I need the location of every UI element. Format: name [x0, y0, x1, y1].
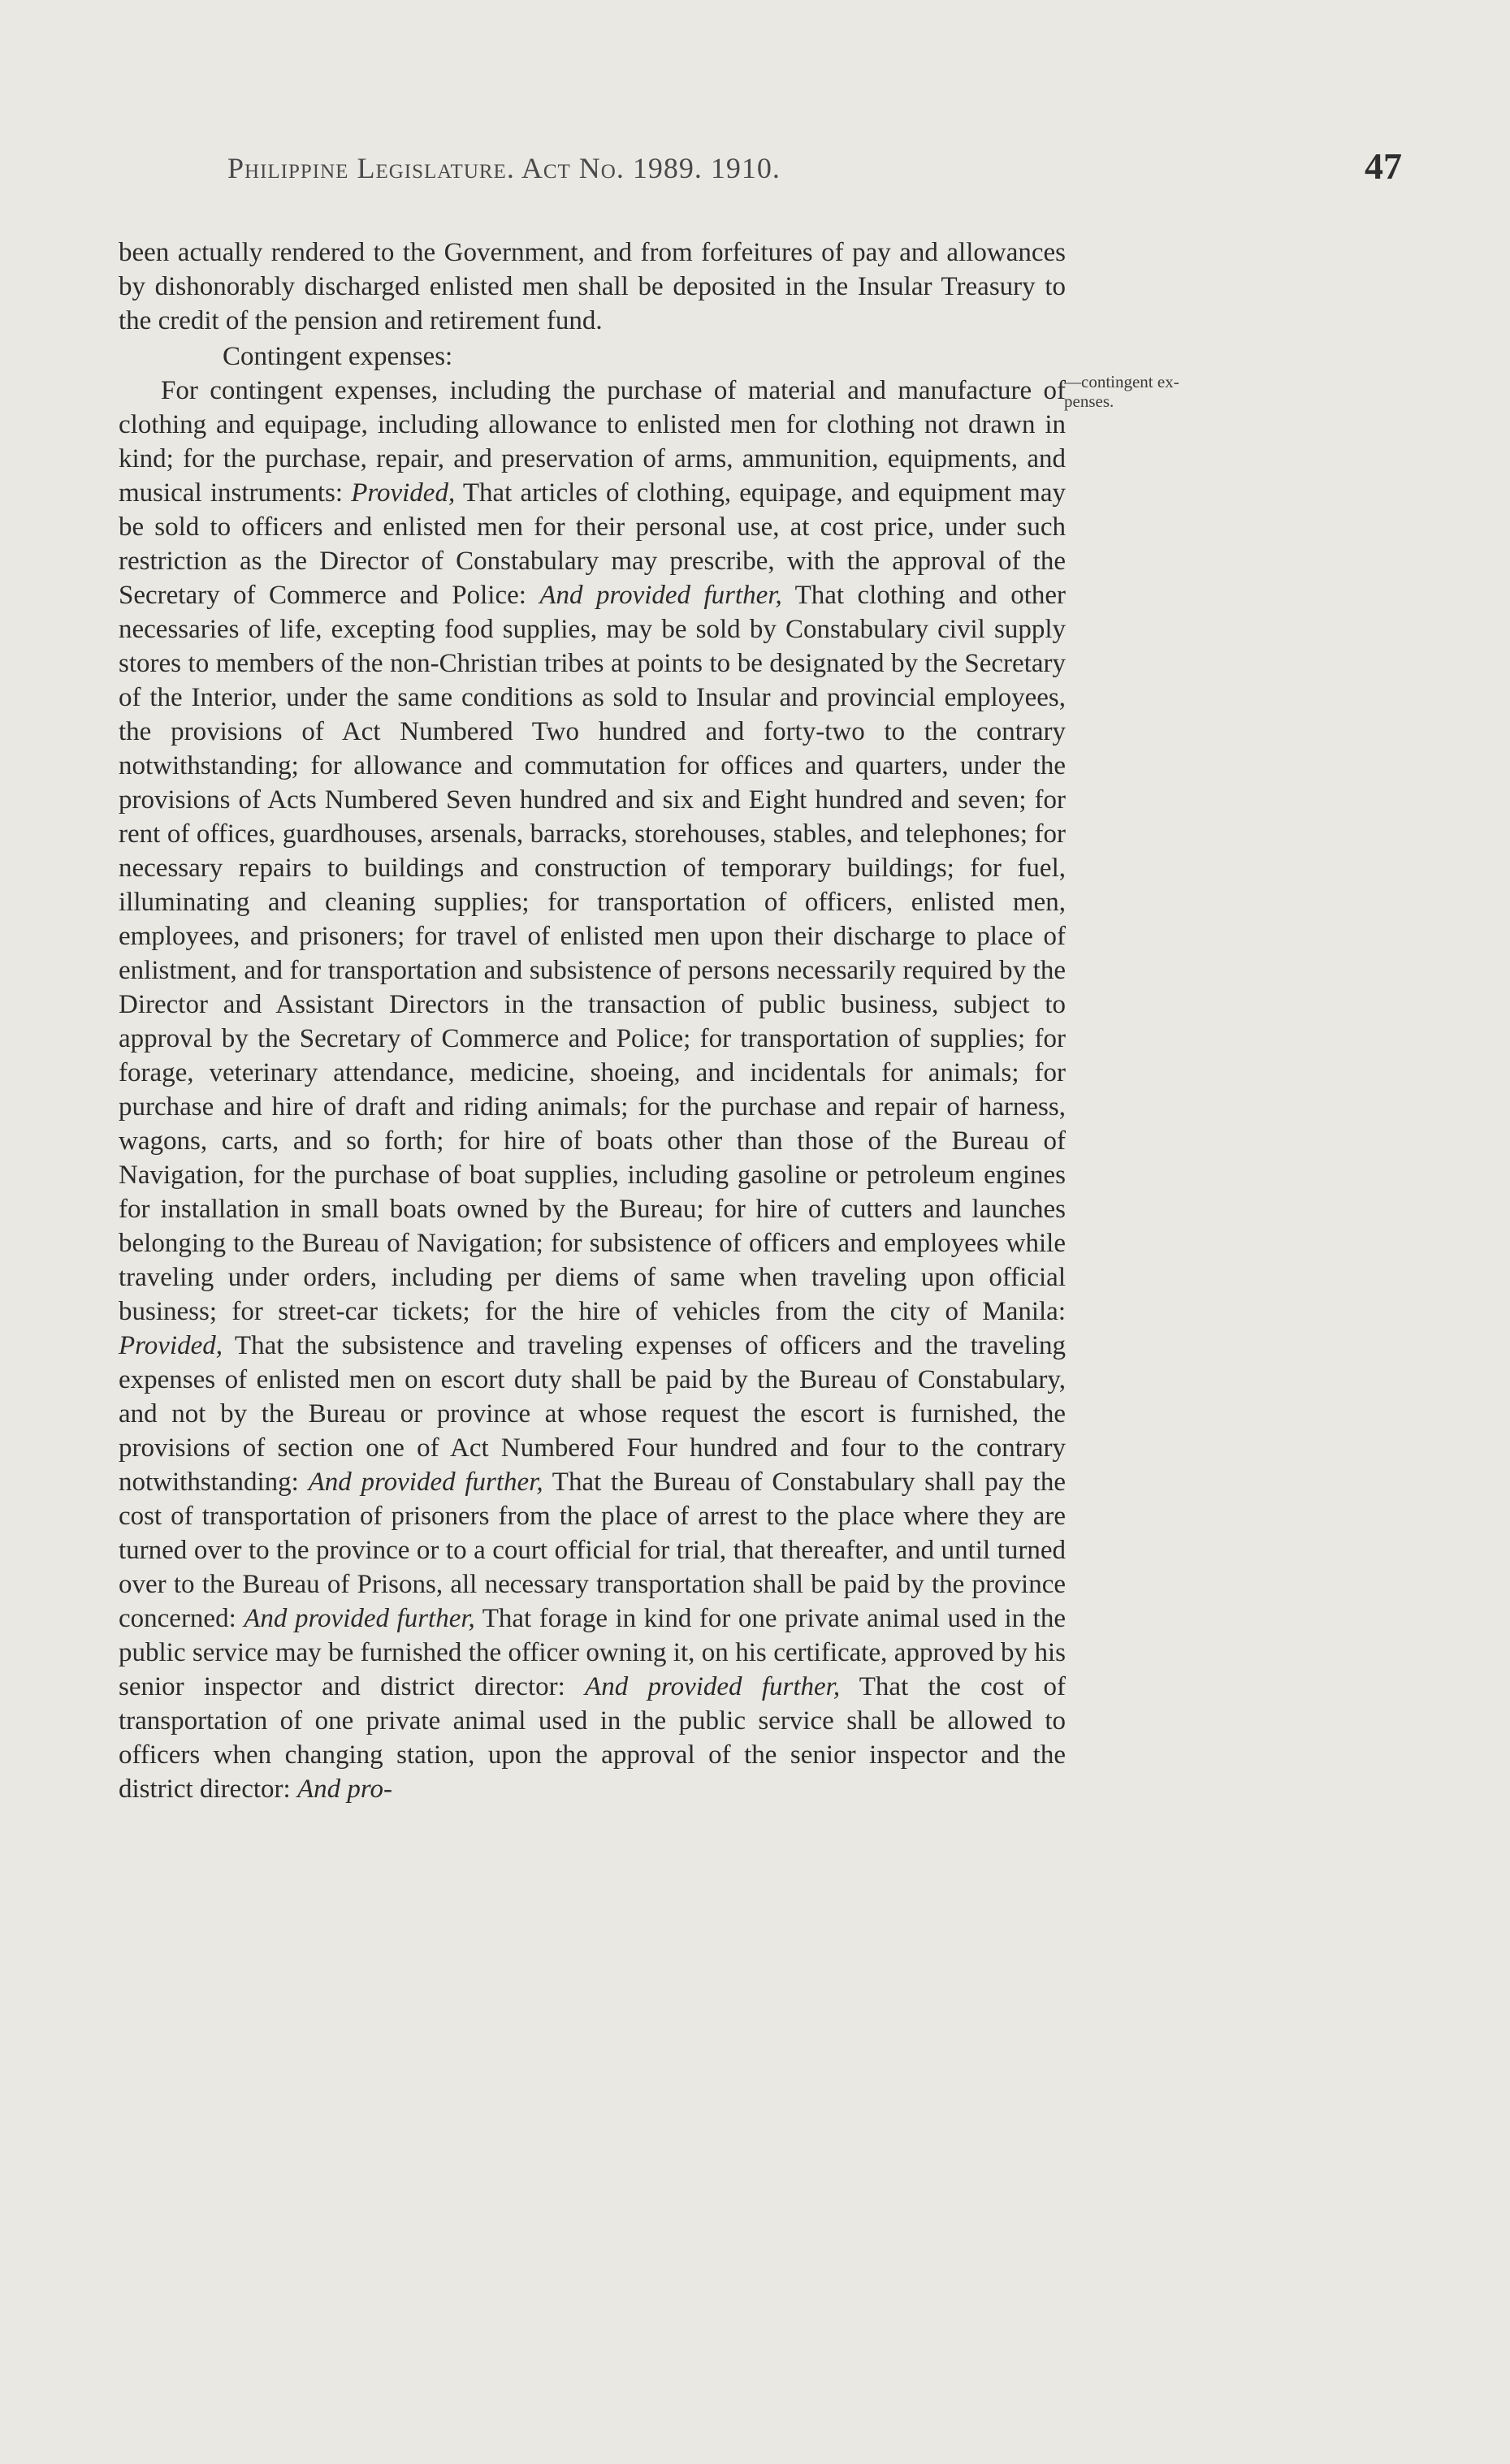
- body-text: [119, 236, 1066, 1806]
- text-run: That clothing and other necessaries of life, excepting food supplies, may be sold by Constabulary civil supply stores to members of the non-Christian tribes at points to be designated by the Secretary of the Interior, under the same conditions as sold to Insular and provincial employees, the provisions of Act Numbered Two hundred and forty-two to the contrary notwithstanding; for allowance and commutation for offices and quarters, under the provisions of Acts Numbered Seven hundred and six and Eight hundred and seven; for rent of offices, guardhouses, arsenals, barracks, storehouses, stables, and telephones; for necessary repairs to buildings and construction of temporary buildings; for fuel, illuminating and cleaning supplies; for transportation of officers, enlisted men, employees, and prisoners; for travel of enlisted men upon their discharge to place of enlistment, and for transportation and subsistence of persons necessarily required by the Director and Assistant Directors in the transaction of public business, subject to approval by the Secretary of Commerce and Police; for transportation of supplies; for forage, veterinary attendance, medicine, shoeing, and incidentals for animals; for purchase and hire of draft and riding animals; for the purchase and repair of harness, wagons, carts, and so forth; for hire of boats other than those of the Bureau of Navigation, for the purchase of boat supplies, including gasoline or petroleum engines for installation in small boats owned by the Bureau; for hire of cutters and launches belonging to the Bureau of Navigation; for subsistence of officers and employees while traveling under orders, including per diems of same when traveling upon official business; for street-car tickets; for the hire of vehicles from the city of Manila:: [119, 581, 1067, 1326]
- contingent-expenses-paragraph: [119, 374, 1066, 1806]
- italic-proviso: Provided,: [351, 478, 456, 508]
- text-run: For contingent expenses, including the purchase of material and manufacture of clothing and equipage, including allowance to enlisted men for clothing not drawn in kind; for the purchase, repair, and preservation of arms, ammunition, equipments, and musical instruments:: [119, 376, 1066, 508]
- page-header: [0, 145, 1510, 200]
- italic-proviso: And provided further,: [585, 1672, 841, 1701]
- running-head: Philippine Legislature. Act No. 1989. 1910.: [227, 152, 781, 184]
- text-run: That the cost of transportation of one private animal used in the public service shall be allowed to officers when changing station, upon the approval of the senior inspector and the district director:: [119, 1672, 1067, 1804]
- italic-proviso: And provided further,: [244, 1604, 475, 1633]
- text-run: That articles of clothing, equipage, and equipment may be sold to officers and enlisted men for their personal use, at cost price, under such restriction as the Director of Constabulary may prescribe, with the approval of the Secretary of Commerce and Police:: [119, 478, 1066, 610]
- continued-paragraph: been actually rendered to the Government, and from forfeitures of pay and allowances by dishonorably discharged enlisted men shall be deposited in the Insular Treasury to the credit of the pension and retirement fund.: [119, 238, 1066, 335]
- text-run: That the Bureau of Constabulary shall pay the cost of transportation of prisoners from the place of arrest to the place where they are turned over to the province or to a court official for trial, that thereafter, and until turned over to the Bureau of Prisons, all necessary transportation shall be paid by the province concerned:: [119, 1468, 1066, 1633]
- margin-note-contingent-expenses: [1064, 372, 1308, 411]
- italic-proviso: And provided further,: [539, 581, 782, 610]
- margin-note-line: —contingent ex-: [1064, 372, 1179, 391]
- text-run: That the subsistence and traveling expenses of officers and the traveling expenses of enlisted men on escort duty shall be paid by the Bureau of Constabulary, and not by the Bureau or province at whose request the escort is furnished, the provisions of section one of Act Numbered Four hundred and four to the contrary notwithstanding:: [119, 1331, 1066, 1497]
- page-number: 47: [1365, 145, 1402, 187]
- section-heading: Contingent expenses:: [223, 342, 453, 371]
- margin-note-line: penses.: [1064, 391, 1114, 411]
- italic-proviso: And provided further,: [308, 1468, 543, 1497]
- italic-proviso: And pro-: [296, 1775, 392, 1804]
- text-run: That forage in kind for one private animal used in the public service may be furnished the officer owning it, on his certificate, approved by his senior inspector and district director:: [119, 1604, 1067, 1701]
- italic-proviso: Provided,: [119, 1331, 223, 1360]
